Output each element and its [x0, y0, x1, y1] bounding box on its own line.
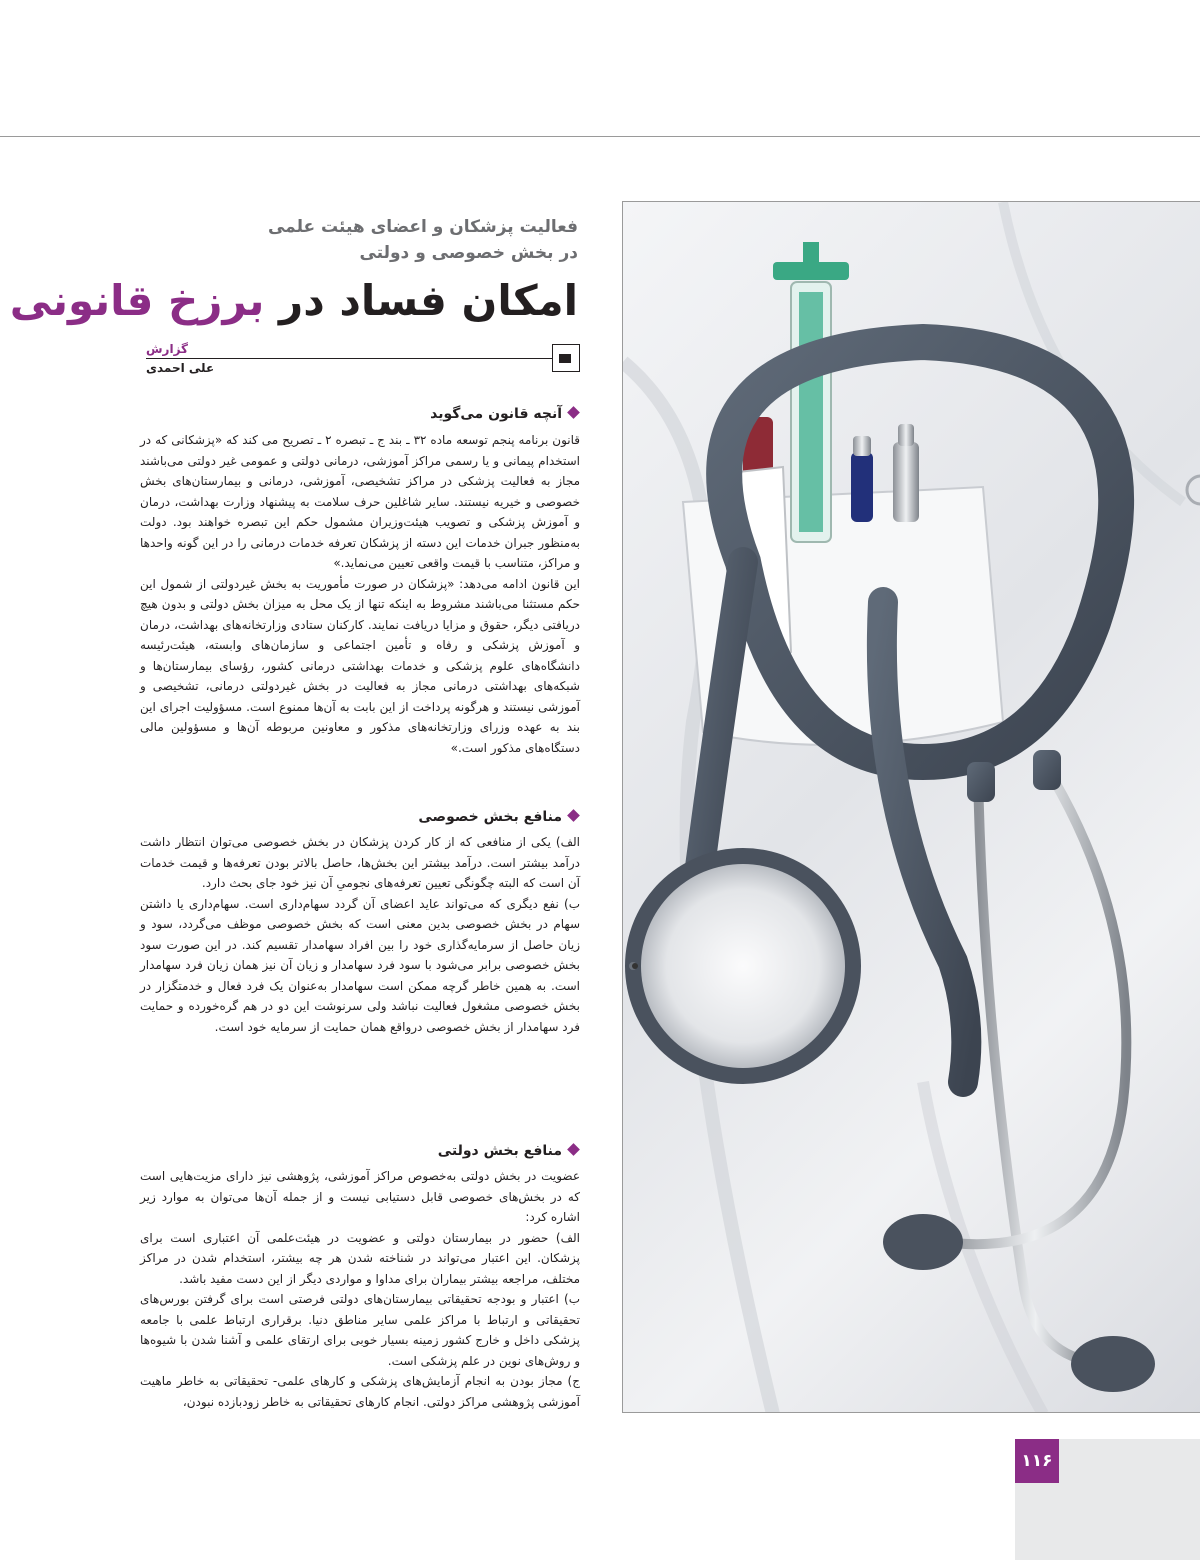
article-header: [9, 214, 578, 326]
section-body-private: [140, 832, 580, 1037]
section-heading-law: [430, 406, 580, 422]
article-title: [9, 276, 578, 326]
article-title-main: امکان فساد در: [279, 276, 578, 325]
page-number: ۱۱۶: [1015, 1439, 1059, 1483]
paragraph: این قانون ادامه می‌دهد: «پزشکان در صورت مأموریت به بخش غیردولتی از شمول این حکم مستثنا می‌باشند مشروط به اینکه تنها از یک محل به میزان بخش دولتی و بدون هیچ دریافتی دیگر، حقوق و مزایا دریافت نمایند. کارکنان ستادی وزارتخانه‌های بهداشت، درمان و آموزش پزشکی و رفاه و تأمین اجتماعی و سازمان‌های وابسته، هیئت‌رئیسه دانشگاه‌های علوم پزشکی و خدمات بهداشتی درمانی کشور، رؤسای بیمارستان‌ها و شبکه‌های بهداشتی درمانی مجاز به فعالیت در بخش غیردولتی درمانی، تشخیصی و آموزشی نیستند و هرگونه پرداخت از این بابت به آن‌ها ممنوع است. مسؤولیت اجرای این بند به عهده وزرای وزارتخانه‌های مذکور و معاونین مربوطه آن‌ها و مسؤولین مالی دستگاه‌های مذکور است.»: [140, 576, 580, 755]
section-body-public: [140, 1166, 580, 1412]
paragraph: ب) نفع دیگری که می‌تواند عاید اعضای آن گردد سهام‌داری است. سهام‌داری یا داشتن سهام در بخش خصوصی بدین معنی است که بخش خصوصی موظف می‌گردد، سود و زیان حاصل از سرمایه‌گذاری خود را بین افراد سهامدار تقسیم کند. در این صورت سود بخش خصوصی برابر می‌شود با سود فرد سهامدار و زیان آن نیز همان زیان فرد سهامدار است. به همین خاطر گرچه ممکن است سهامدار به‌عنوان یک فرد فعال و خدمتگزار در بخش خصوصی مشغول فعالیت نباشد ولی سرنوشت این دو در هم گره‌خورده و حمایت فرد سهامدار از بخش خصوصی درواقع همان حمایت از سرمایه خود است.: [140, 896, 580, 1034]
diamond-bullet-icon: [568, 1144, 580, 1156]
paragraph: الف) حضور در بیمارستان دولتی و عضویت در هیئت‌علمی آن اعتباری است برای پزشکان. این اعتبار می‌تواند در شناخته شدن هر چه بیشتر، استخدام شدن در مراکز مختلف، مراجعه بیشتر بیماران برای مداوا و مواردی دیگر از این دست مفید باشد.: [140, 1230, 580, 1286]
paragraph: ج) مجاز بودن به انجام آزمایش‌های پزشکی و کارهای علمی- تحقیقاتی به خاطر ماهیت آموزشی پژوهشی مراکز دولتی. انجام کارهای تحقیقاتی به خاطر زودبازده نبودن،: [140, 1374, 580, 1409]
section-heading-text: منافع بخش دولتی: [437, 1143, 562, 1159]
byline: [146, 344, 580, 374]
paragraph: عضویت در بخش دولتی به‌خصوص مراکز آموزشی، پژوهشی نیز دارای مزیت‌هایی است که در بخش‌های خصوصی قابل دستیابی نیست و از جمله آن‌ها می‌توان به موارد زیر اشاره کرد:: [140, 1169, 580, 1224]
section-heading-public: [438, 1143, 580, 1159]
byline-rule: [146, 358, 552, 359]
paragraph: قانون برنامه پنجم توسعه ماده ۳۲ ـ بند ج ـ تبصره ۲ ـ تصریح می کند که «پزشکانی که در استخدام پیمانی و یا رسمی مراکز آموزشی، درمانی دولتی و عمومی غیر دولتی می‌باشند مجاز به فعالیت پزشکی در مراکز تشخیصی، آموزشی، درمانی و بیمارستان‌های بخش خصوصی و خیریه نیستند. سایر شاغلین حرف سلامت به پیشنهاد وزارت بهداشت، درمان و آموزش پزشکی و تصویب هیئت‌وزیران مشمول حکم این تبصره خواهند بود. دولت به‌منظور جبران خدمات این دسته از پزشکان تعرفه خدمات درمانی را در این گونه واحدها و مراکز، متناسب با قیمت واقعی تعیین می‌نماید.»: [140, 433, 581, 570]
stethoscope-illustration: [623, 202, 1200, 1413]
top-rule: [0, 136, 1200, 137]
article-subtitle-line-2: در بخش خصوصی و دولتی: [359, 243, 578, 263]
author-name: علی احمدی: [146, 361, 215, 375]
diamond-bullet-icon: [568, 407, 580, 419]
section-heading-private: [418, 809, 580, 825]
article-title-accent: برزخ قانونی: [9, 276, 265, 325]
paragraph: الف) یکی از منافعی که از کار کردن پزشکان در بخش خصوصی می‌توان انتظار داشت درآمد بیشتر است. درآمد بیشتر این بخش‌ها، حاصل بالاتر بودن تعرفه‌ها و قیمت خدمات آن است که البته چگونگی تعیین تعرفه‌های نجومیِ آن نیز خود جای بحث دارد.: [140, 835, 580, 890]
byline-square-icon: [552, 344, 580, 372]
section-body-law: [140, 430, 580, 758]
section-heading-text: آنچه قانون می‌گوید: [430, 406, 562, 422]
section-heading-text: منافع بخش خصوصی: [418, 809, 562, 825]
diamond-bullet-icon: [568, 810, 580, 822]
stethoscope-photo: [622, 201, 1200, 1413]
article-subtitle-line-1: فعالیت پزشکان و اعضای هیئت علمی: [267, 217, 578, 237]
section-label: گزارش: [146, 342, 189, 356]
paragraph: ب) اعتبار و بودجه تحقیقاتی بیمارستان‌های دولتی فرصتی است برای گرفتن بورس‌های تحقیقاتی و ارتباط با مراکز علمی سایر مناطق دنیا. برقراری ارتباط علمی با جامعه پزشکی داخل و خارج کشور زمینه بسیار خوبی برای ارتقای علمی و آشنا شدن با شیوه‌ها و روش‌های نوین در علم پزشکی است.: [140, 1292, 580, 1368]
